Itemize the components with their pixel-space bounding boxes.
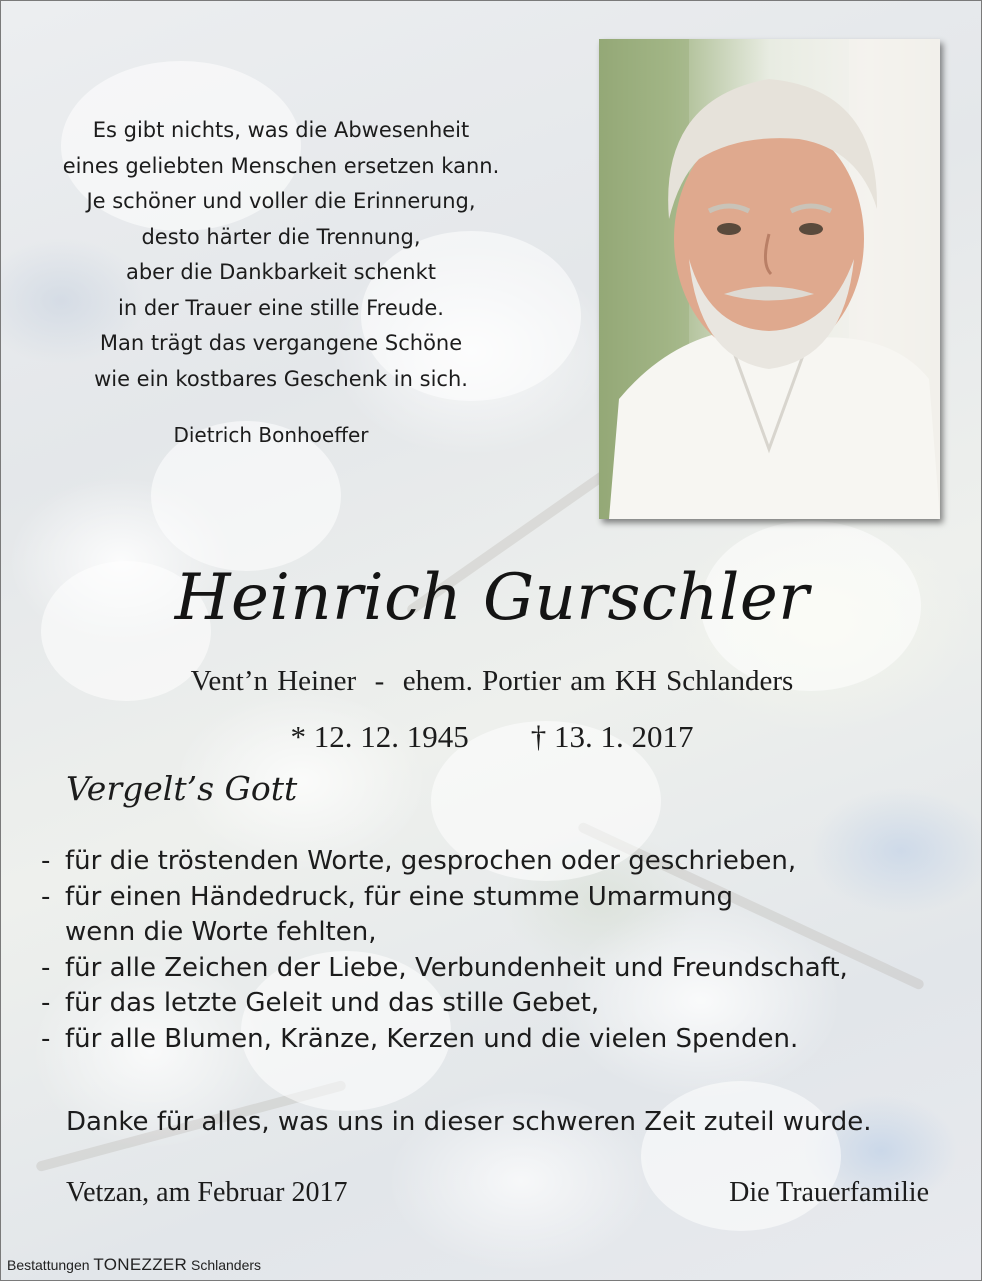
quote-line: eines geliebten Menschen ersetzen kann. — [62, 153, 500, 178]
quote-line: aber die Dankbarkeit schenkt — [125, 260, 437, 284]
portrait-photo — [599, 39, 940, 519]
list-item: - für einen Händedruck, für eine stumme Umarmung wenn die Worte fehlten, — [41, 880, 848, 951]
quote-line: wie ein kostbares Geschenk in sich. — [94, 366, 468, 391]
deceased-subtitle: Vent’n Heiner - ehem. Portier am KH Schlanders — [190, 665, 794, 697]
place-date: Vetzan, am Februar 2017 — [66, 1177, 348, 1208]
list-item: - für alle Zeichen der Liebe, Verbundenheit und Freundschaft, — [41, 952, 848, 983]
closing-text: Danke für alles, was uns in dieser schweren Zeit zuteil wurde. — [66, 1107, 872, 1137]
quote-author: Dietrich Bonhoeffer — [173, 423, 369, 447]
list-item: - für die tröstenden Worte, gesprochen oder geschrieben, — [41, 846, 797, 876]
undertaker-name: TONEZZER — [93, 1255, 188, 1274]
quote-line: Es gibt nichts, was die Abwesenheit — [92, 118, 470, 142]
quote-line: Je schöner und voller die Erinnerung, — [86, 189, 476, 213]
list-item: - für das letzte Geleit und das stille Gebet, — [41, 988, 600, 1018]
signature: Die Trauerfamilie — [729, 1177, 929, 1208]
undertaker-prefix: Bestattungen — [7, 1257, 90, 1273]
list-item-continuation: wenn die Worte fehlten, — [65, 917, 377, 947]
memorial-quote — [21, 113, 541, 397]
undertaker-place: Schlanders — [191, 1257, 262, 1273]
portrait-illustration — [599, 39, 940, 519]
thanks-list — [41, 844, 848, 1057]
life-dates: * 12. 12. 1945 † 13. 1. 2017 — [290, 719, 694, 754]
quote-line: desto härter die Trennung, — [141, 224, 421, 249]
quote-line: Man trägt das vergangene Schöne — [99, 331, 463, 355]
thanks-heading: Vergelt’s Gott — [66, 769, 298, 808]
quote-line: in der Trauer eine stille Freude. — [118, 295, 444, 320]
deceased-name: Heinrich Gurschler — [174, 561, 810, 635]
undertaker-credit — [7, 1255, 261, 1275]
list-item: - für alle Blumen, Kränze, Kerzen und die vielen Spenden. — [41, 1023, 799, 1054]
